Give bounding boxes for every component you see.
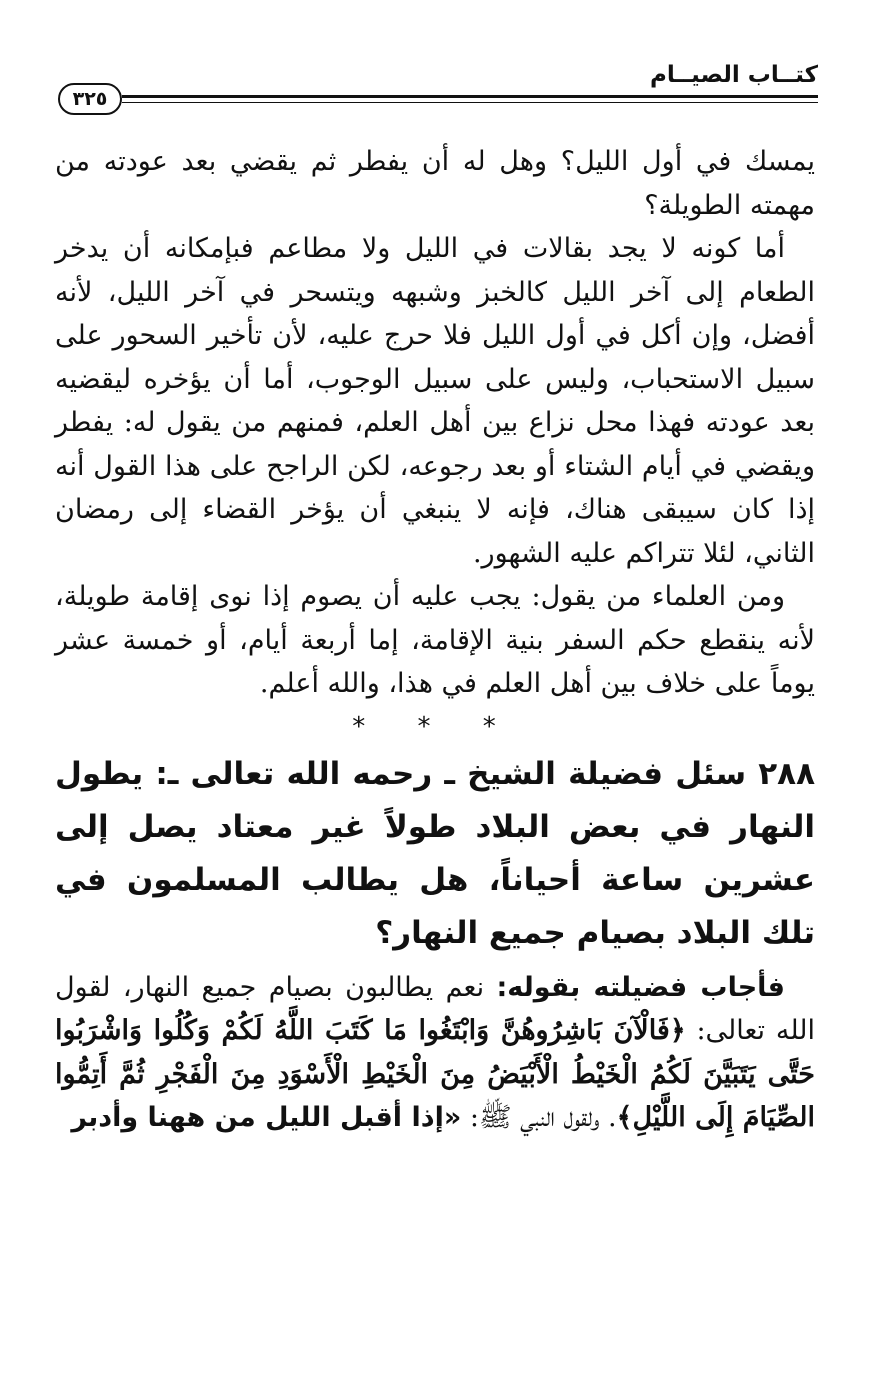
fatwa-answer (55, 966, 815, 1140)
quran-verse: ﴿فَالْآنَ بَاشِرُوهُنَّ وَابْتَغُوا مَا كَتَبَ اللَّهُ لَكُمْ وَكُلُوا وَاشْرَبُوا حَتَّى يَتَبَيَّنَ لَكُمُ الْخَيْطُ الْأَبْيَضُ مِنَ الْخَيْطِ الْأَسْوَدِ مِنَ الْفَجْرِ ثُمَّ أَتِمُّوا الصِّيَامَ إِلَى اللَّيْلِ﴾ (55, 1015, 815, 1133)
header-rule-thin (122, 102, 818, 103)
answer-lead: فأجاب فضيلته بقوله: (496, 971, 785, 1003)
book-title: كتــاب الصيــام (649, 62, 818, 88)
header-rule-thick (122, 95, 818, 98)
answer-text-part-1: نعم يطالبون بصيام جميع النهار، لقول الله تعالى: (55, 971, 815, 1046)
answer-text-part-2: . ولقول النبي ﷺ: (461, 1102, 617, 1133)
paragraph-answer-previous: أما كونه لا يجد بقالات في الليل ولا مطاعم فبإمكانه أن يدخر الطعام إلى آخر الليل كالخبز وشبهه ويتسحر في آخر الليل، لأنه أفضل، وإن أكل في أول الليل فلا حرج عليه، لأن تأخير السحور على سبيل الاستحباب، وليس على سبيل الوجوب، أما أن يؤخره ليقضيه بعد عودته فهذا محل نزاع بين أهل العلم، فمنهم من يقول له: يفطر ويقضي في أيام الشتاء أو بعد رجوعه، لكن الراجح على هذا القول أنه إذا كان سيبقى هناك، فإنه لا ينبغي أن يؤخر القضاء إلى رمضان الثاني، لئلا تتراكم عليه الشهور. (55, 233, 815, 569)
hadith-quote: «إذا أقبل الليل من ههنا وأدبر (71, 1102, 462, 1133)
running-header (58, 60, 818, 120)
section-divider: * * * (352, 711, 518, 742)
fatwa-question: ٢٨٨ سئل فضيلة الشيخ ـ رحمه الله تعالى ـ: يطول النهار في بعض البلاد طولاً غير معتاد يصل إلى عشرين ساعة أحياناً، هل يطالب المسلمون في تلك البلاد بصيام جميع النهار؟ (55, 755, 815, 951)
page-content (55, 140, 815, 1140)
paragraph-continuation: يمسك في أول الليل؟ وهل له أن يفطر ثم يقضي بعد عودته من مهمته الطويلة؟ (55, 146, 815, 221)
paragraph-scholars-view: ومن العلماء من يقول: يجب عليه أن يصوم إذا نوى إقامة طويلة، لأنه ينقطع حكم السفر بنية الإقامة، إما أربعة أيام، أو خمسة عشر يوماً على خلاف بين أهل العلم في هذا، والله أعلم. (55, 581, 815, 699)
page-number: ٣٢٥ (58, 83, 122, 115)
